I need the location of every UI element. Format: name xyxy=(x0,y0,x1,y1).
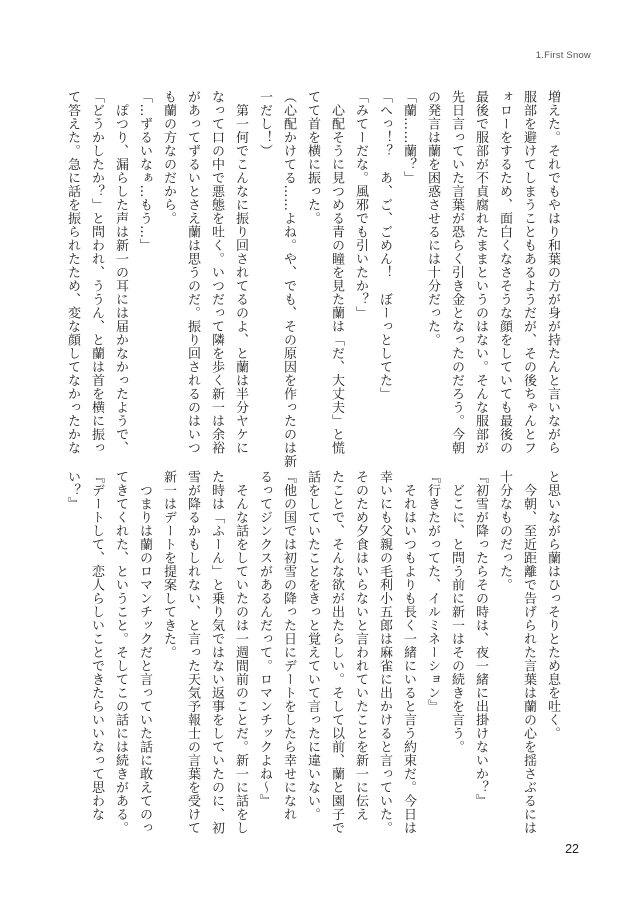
text-line: た時は「ふーん」と乗り気ではない返事をしていたのに、初 xyxy=(209,470,224,835)
text-line: そのため夕食はいらないと言われていたことを新一に伝え xyxy=(353,470,368,821)
text-line: 増えた。それでもやはり和葉の方が身が持たんと言いながら xyxy=(545,90,560,455)
text-line: なって口の中で悪態を吐く。いつだって隣を歩く新一は余裕 xyxy=(209,90,224,455)
text-line: 第一何でこんなに振り回されてるのよ、と蘭は半分ヤケに xyxy=(233,90,248,455)
running-header: 1.First Snow xyxy=(535,50,591,61)
text-line: るってジンクスがあるんだって。ロマンチックよね～』 xyxy=(257,470,272,808)
text-line: たことで、そんな欲が出たらしい。そして以前、蘭と園子で xyxy=(329,470,344,835)
text-block-lower xyxy=(65,470,564,835)
text-line: 十分なものだった。 xyxy=(497,470,512,592)
text-line: い？』 xyxy=(65,470,80,511)
text-line: 雪が降るかもしれない、と言った天気予報士の言葉を受けて xyxy=(185,470,200,835)
text-line: 『デートして、恋人らしいことできたらいいなって思わな xyxy=(89,470,104,821)
text-line: どこに、と問う前に新一はその続きを言う。 xyxy=(449,470,464,754)
text-line: てて首を横に振った。 xyxy=(305,90,320,225)
text-line: 『初雪が降ったらその時は、夜一緒に出掛けないか？』 xyxy=(473,470,488,808)
text-line: てきてくれた、ということ。そしてこの話には続きがある。 xyxy=(113,470,128,835)
text-line: 「みてーだな。風邪でも引いたか？」 xyxy=(353,90,368,320)
text-line: 最後で服部が不貞腐れたままというのはない。そんな服部が xyxy=(473,90,488,455)
text-line: そんな話をしていたのは一週間前のことだ。新一に話をし xyxy=(233,470,248,835)
text-line: 「へっ！？ あ、ご、ごめん！ ぼーっとしてた」 xyxy=(377,90,392,401)
text-line: 今朝、至近距離で告げられた言葉は蘭の心を揺さぶるには xyxy=(521,470,536,835)
text-line: 『他の国では初雪の降った日にデートをしたら幸せになれ xyxy=(281,470,296,821)
text-line: 服部を避けてしまうこともあるようだが、その後ちゃんとフ xyxy=(521,90,536,455)
text-line: ォローをするため、面白くなさそうな顔をしていても最後の xyxy=(497,90,512,455)
text-line: 新一はデートを提案してきた。 xyxy=(161,470,176,659)
page-number: 22 xyxy=(565,842,579,856)
text-line: 話をしていたことをきっと覚えていて言ったに違いない。 xyxy=(305,470,320,821)
text-line: の発言は蘭を困惑させるには十分だった。 xyxy=(425,90,440,347)
text-line: （心配かけてる……よね。や、でも、その原因を作ったのは新 xyxy=(281,90,296,468)
text-line: 心配そうに見つめる青の瞳を見た蘭は「だ、大丈夫」と慌 xyxy=(329,90,344,455)
text-line: も蘭の方なのだから。 xyxy=(161,90,176,225)
text-line: 「…ずるいなぁ…もう…」 xyxy=(137,90,152,252)
text-line: 「どうかしたか？」と問われ、ううん、と蘭は首を横に振っ xyxy=(89,90,104,455)
text-line: それはいつもよりも長く一緒にいると言う約束だ。今日は xyxy=(401,470,416,835)
text-line: て答えた。急に話を振られたため、変な顔してなかったかな xyxy=(65,90,80,455)
text-line: 先日言っていた言葉が恐らく引き金となったのだろう。今朝 xyxy=(449,90,464,455)
text-line: ぽつり、漏らした声は新一の耳には届かなかったようで、 xyxy=(113,90,128,455)
text-line: と思いながら蘭はひっそりとため息を吐く。 xyxy=(545,470,560,740)
text-line: 『行きたがってた、イルミネーション』 xyxy=(425,470,440,713)
text-line: つまりは蘭のロマンチックだと言っていた話に敢えてのっ xyxy=(137,470,152,835)
text-block-upper xyxy=(65,90,564,468)
text-line: があってずるいとさえ蘭は思うのだ。振り回されるのはいつ xyxy=(185,90,200,455)
text-line: 幸いにも父親の毛利小五郎は麻雀に出かけると言っていた。 xyxy=(377,470,392,835)
text-line: 一だし！） xyxy=(257,90,272,158)
text-line: 「蘭……蘭？」 xyxy=(401,90,416,185)
